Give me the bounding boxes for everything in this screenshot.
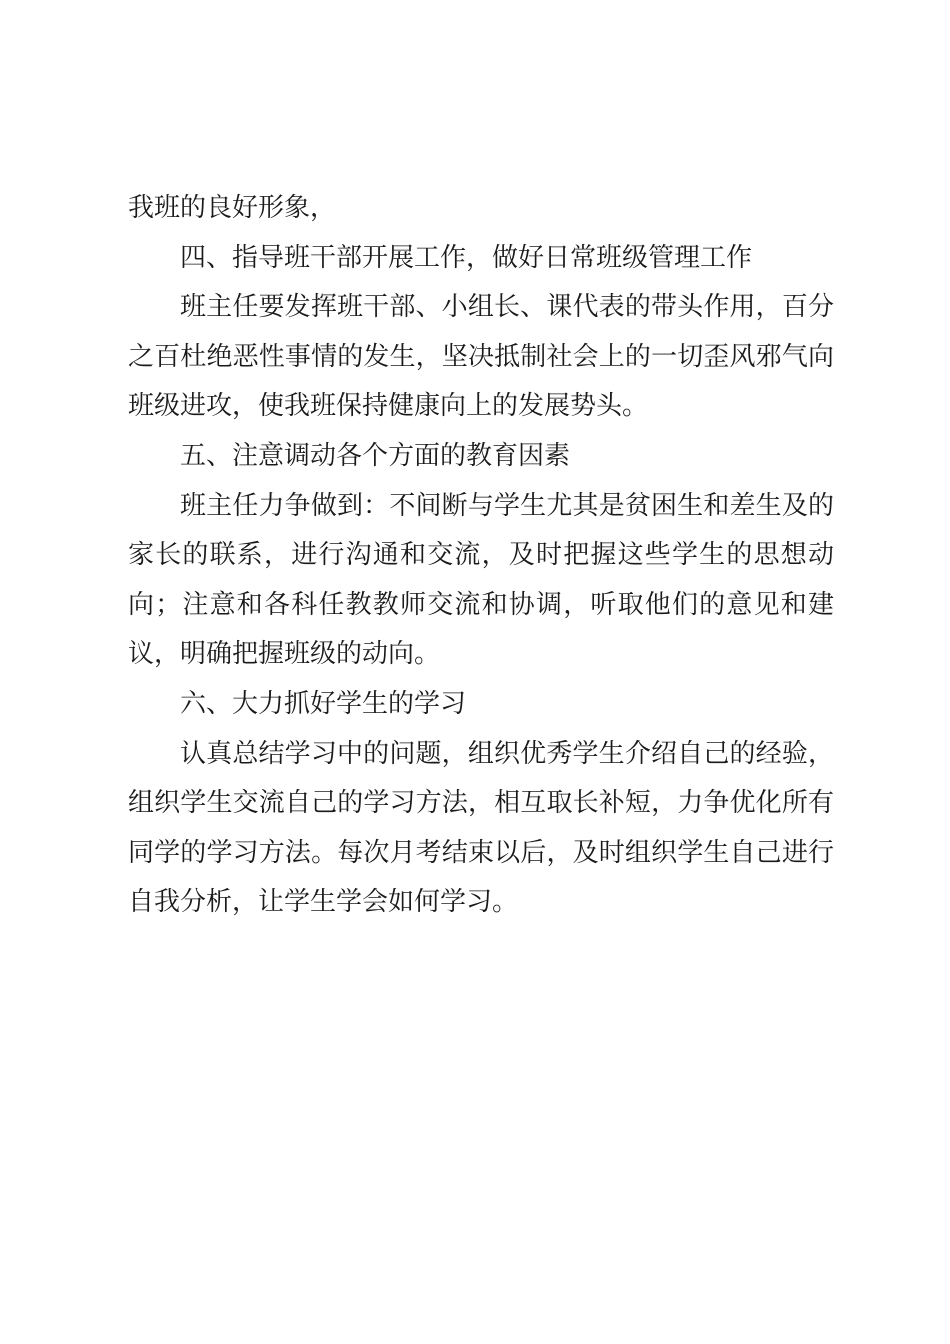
paragraph-section-six: 认真总结学习中的问题，组织优秀学生介绍自己的经验，组织学生交流自己的学习方法，相互取长补短，力争优化所有同学的学习方法。每次月考结束以后，及时组织学生自己进行自我分析，让学生学会如何学习。 [128, 738, 834, 918]
paragraph-section-five: 班主任力争做到：不间断与学生尤其是贫困生和差生及的家长的联系，进行沟通和交流，及时把握这些学生的思想动向；注意和各科任教教师交流和协调，听取他们的意见和建议，明确把握班级的动向。 [128, 490, 834, 670]
paragraph-continuation: 我班的良好形象， [128, 193, 337, 223]
document-body [128, 184, 834, 928]
paragraph-section-four: 班主任要发挥班干部、小组长、课代表的带头作用，百分之百杜绝恶性事情的发生，坚决抵制社会上的一切歪风邪气向班级进攻，使我班保持健康向上的发展势头。 [128, 292, 834, 422]
section-heading-five: 五、注意调动各个方面的教育因素 [180, 440, 571, 471]
section-heading-four: 四、指导班干部开展工作，做好日常班级管理工作 [180, 242, 753, 273]
section-heading-six: 六、大力抓好学生的学习 [180, 688, 467, 719]
